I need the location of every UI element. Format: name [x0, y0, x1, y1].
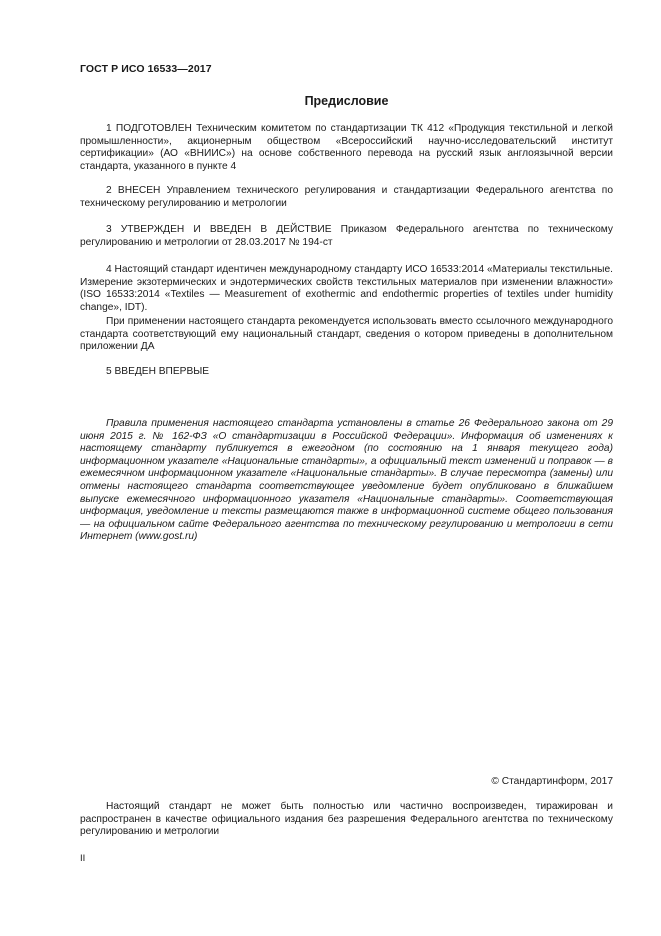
rules-of-application-notice: Правила применения настоящего стандарта установлены в статье 26 Федерального закона от 29 июня 2015 г. № 162-ФЗ «О стандартизации в Российской Федерации». Информация об изменениях к настоящему стандарту публикуется в ежегодном (по состоянию на 1 января текущего года) информационном указателе «Национальные стандарты», а официальный текст изменений и поправок — в ежемесячном информационном указателе «Национальные стандарты». В случае пересмотра (замены) или отмены настоящего стандарта соответствующее уведомление будет опубликовано в ближайшем выпуске ежемесячного информационного указателя «Национальные стандарты». Соответствующая информация, уведомление и тексты размещаются также в информационной системе общего пользования — на официальном сайте Федерального агентства по техническому регулированию и метрологии в сети Интернет (www.gost.ru): [80, 418, 613, 543]
paragraph-identical-standard: 4 Настоящий стандарт идентичен международному стандарту ИСО 16533:2014 «Материалы текстильные. Измерение экзотермических и эндотермических свойств текстильных материалов при изменении влажности» (ISO 16533:2014 «Textiles — Measurement of exothermic and endothermic properties of textiles under humidity change», IDT).: [80, 264, 613, 313]
paragraph-approved: 3 УТВЕРЖДЕН И ВВЕДЕН В ДЕЙСТВИЕ Приказом Федерального агентства по техническому регулированию и метрологии от 28.03.2017 № 194-ст: [80, 224, 613, 248]
paragraph-prepared-by: 1 ПОДГОТОВЛЕН Техническим комитетом по стандартизации ТК 412 «Продукция текстильной и легкой промышленности», акционерным обществом «Всероссийский научно-исследовательский институт сертификации» (АО «ВНИИС») на основе собственного перевода на русский язык англоязычной версии стандарта, указанного в пункте 4: [80, 123, 613, 172]
paragraph-introduced-by: 2 ВНЕСЕН Управлением технического регулирования и стандартизации Федерального агентства по техническому регулированию и метрологии: [80, 185, 613, 209]
page-number: II: [80, 853, 86, 864]
reproduction-notice: Настоящий стандарт не может быть полностью или частично воспроизведен, тиражирован и распространен в качестве официального издания без разрешения Федерального агентства по техническому регулированию и метрологии: [80, 801, 613, 838]
paragraph-first-introduced: 5 ВВЕДЕН ВПЕРВЫЕ: [106, 366, 210, 377]
document-code-header: ГОСТ Р ИСО 16533—2017: [80, 63, 212, 75]
paragraph-reference-standard: При применении настоящего стандарта рекомендуется использовать вместо ссылочного международного стандарта соответствующий ему национальный стандарт, сведения о котором приведены в дополнительном приложении ДА: [80, 316, 613, 353]
copyright-line: © Стандартинформ, 2017: [491, 776, 613, 787]
page-title: Предисловие: [304, 94, 389, 108]
